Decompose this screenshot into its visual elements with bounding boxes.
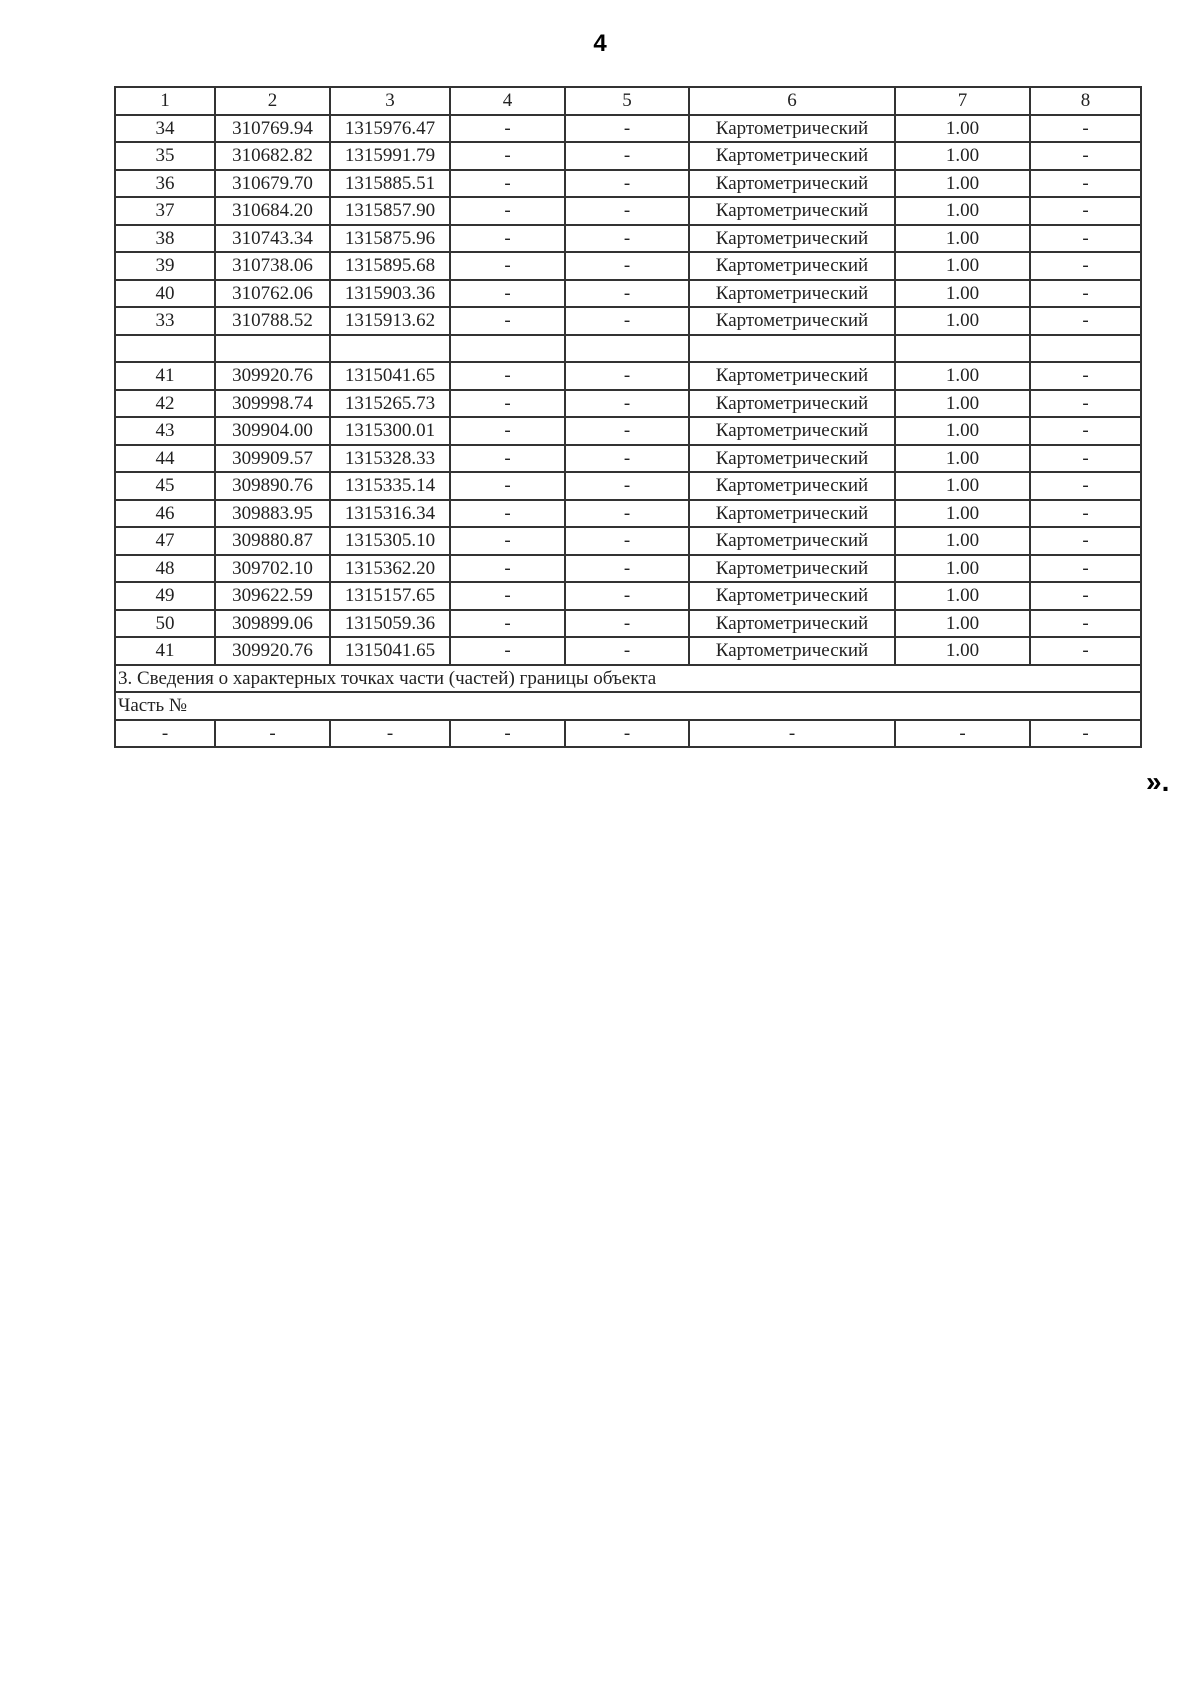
table-cell-col-5 — [565, 335, 689, 363]
table-cell-col-8: - — [1030, 307, 1141, 335]
table-cell-col-8: - — [1030, 472, 1141, 500]
table-cell-col-2: 309702.10 — [215, 555, 330, 583]
table-cell-col-2: 310769.94 — [215, 115, 330, 143]
table-cell-col-5: - — [565, 637, 689, 665]
table-cell-col-2: 309890.76 — [215, 472, 330, 500]
table-cell-col-2: 310738.06 — [215, 252, 330, 280]
table-cell-col-6: Картометрический — [689, 252, 895, 280]
table-cell-col-2: 310788.52 — [215, 307, 330, 335]
table-cell-col-1: 41 — [115, 362, 215, 390]
table-cell-col-3: 1315265.73 — [330, 390, 450, 418]
table-row — [115, 500, 1141, 528]
table-cell-col-1: 48 — [115, 555, 215, 583]
table-cell-col-1: 34 — [115, 115, 215, 143]
table-cell-col-4: - — [450, 142, 565, 170]
table-cell-col-4: - — [450, 527, 565, 555]
table-cell-col-4: - — [450, 307, 565, 335]
table-cell-col-7: 1.00 — [895, 445, 1030, 473]
table-cell-col-6: Картометрический — [689, 445, 895, 473]
table-cell-col-2: 310762.06 — [215, 280, 330, 308]
table-row — [115, 225, 1141, 253]
table-cell-col-8: - — [1030, 720, 1141, 748]
table-cell-col-7: 1.00 — [895, 307, 1030, 335]
table-cell-col-2: 310684.20 — [215, 197, 330, 225]
table-cell-col-4: - — [450, 445, 565, 473]
table-cell-col-3: 1315362.20 — [330, 555, 450, 583]
table-cell-col-1: 38 — [115, 225, 215, 253]
table-cell-col-4: - — [450, 390, 565, 418]
table-cell-col-3: 1315041.65 — [330, 362, 450, 390]
table-cell-col-1: 50 — [115, 610, 215, 638]
table-cell-col-6: Картометрический — [689, 500, 895, 528]
table-cell-col-8: - — [1030, 280, 1141, 308]
table-cell-col-7 — [895, 335, 1030, 363]
table-cell-col-4: - — [450, 225, 565, 253]
table-cell-col-2: 309880.87 — [215, 527, 330, 555]
table-cell-col-5: - — [565, 362, 689, 390]
table-cell-col-2: 309920.76 — [215, 362, 330, 390]
table-cell-col-3: 1315157.65 — [330, 582, 450, 610]
table-cell-col-8: - — [1030, 362, 1141, 390]
table-cell-col-3: 1315305.10 — [330, 527, 450, 555]
table-cell-col-4: - — [450, 555, 565, 583]
table-cell-col-4: - — [450, 280, 565, 308]
table-cell-col-5: - — [565, 417, 689, 445]
table-cell-col-7: 1.00 — [895, 417, 1030, 445]
table-cell-col-1: 41 — [115, 637, 215, 665]
table-cell-col-6: Картометрический — [689, 170, 895, 198]
section-title-row — [115, 665, 1141, 693]
table-row — [115, 307, 1141, 335]
table-cell-col-4: 4 — [450, 87, 565, 115]
table-cell-col-5: 5 — [565, 87, 689, 115]
table-cell-col-4: - — [450, 610, 565, 638]
table-row — [115, 390, 1141, 418]
table-cell-col-8: 8 — [1030, 87, 1141, 115]
table-cell-col-7: 1.00 — [895, 500, 1030, 528]
table-cell-col-7: 1.00 — [895, 252, 1030, 280]
table-cell-col-2: 2 — [215, 87, 330, 115]
table-cell-col-6: 6 — [689, 87, 895, 115]
table-cell-col-8: - — [1030, 417, 1141, 445]
table-cell-col-6: Картометрический — [689, 472, 895, 500]
table-cell-col-6: Картометрический — [689, 362, 895, 390]
part-label-row-cell: Часть № — [115, 692, 1141, 720]
table-cell-col-8: - — [1030, 445, 1141, 473]
table-cell-col-7: 1.00 — [895, 362, 1030, 390]
table-cell-col-1: 44 — [115, 445, 215, 473]
table-cell-col-4: - — [450, 582, 565, 610]
table-cell-col-4: - — [450, 720, 565, 748]
table-cell-col-6: Картометрический — [689, 115, 895, 143]
table-cell-col-4 — [450, 335, 565, 363]
table-body — [115, 87, 1141, 747]
table-cell-col-1: 1 — [115, 87, 215, 115]
table-cell-col-5: - — [565, 527, 689, 555]
part-label-row — [115, 692, 1141, 720]
table-cell-col-8: - — [1030, 115, 1141, 143]
table-cell-col-2: 310679.70 — [215, 170, 330, 198]
table-cell-col-2: 309883.95 — [215, 500, 330, 528]
table-row — [115, 637, 1141, 665]
table-cell-col-4: - — [450, 472, 565, 500]
table-cell-col-4: - — [450, 500, 565, 528]
table-cell-col-7: 1.00 — [895, 610, 1030, 638]
table-cell-col-4: - — [450, 115, 565, 143]
table-cell-col-6: Картометрический — [689, 417, 895, 445]
table-cell-col-8: - — [1030, 527, 1141, 555]
table-cell-col-5: - — [565, 555, 689, 583]
table-cell-col-7: - — [895, 720, 1030, 748]
table-cell-col-8: - — [1030, 252, 1141, 280]
table-cell-col-2: 309998.74 — [215, 390, 330, 418]
table-cell-col-6: Картометрический — [689, 225, 895, 253]
page-number: 4 — [593, 30, 607, 57]
table-cell-col-5: - — [565, 500, 689, 528]
table-cell-col-7: 1.00 — [895, 555, 1030, 583]
table-cell-col-5: - — [565, 720, 689, 748]
table-cell-col-3: - — [330, 720, 450, 748]
table-cell-col-3: 1315991.79 — [330, 142, 450, 170]
table-cell-col-8: - — [1030, 197, 1141, 225]
table-cell-col-8: - — [1030, 610, 1141, 638]
table-cell-col-7: 1.00 — [895, 280, 1030, 308]
table-row — [115, 445, 1141, 473]
table-cell-col-8: - — [1030, 390, 1141, 418]
table-cell-col-1: 39 — [115, 252, 215, 280]
table-row-empty-part — [115, 720, 1141, 748]
table-cell-col-7: 1.00 — [895, 472, 1030, 500]
table-cell-col-6: Картометрический — [689, 307, 895, 335]
table-cell-col-1: 36 — [115, 170, 215, 198]
table-cell-col-6: Картометрический — [689, 527, 895, 555]
table-row — [115, 335, 1141, 363]
table-cell-col-4: - — [450, 362, 565, 390]
table-cell-col-1: 47 — [115, 527, 215, 555]
table-cell-col-5: - — [565, 170, 689, 198]
table-cell-col-5: - — [565, 610, 689, 638]
table-cell-col-2: 309904.00 — [215, 417, 330, 445]
coordinates-table — [114, 86, 1142, 748]
table-cell-col-5: - — [565, 225, 689, 253]
table-cell-col-6: Картометрический — [689, 637, 895, 665]
table-cell-col-1: 33 — [115, 307, 215, 335]
table-cell-col-3: 1315300.01 — [330, 417, 450, 445]
table-cell-col-3: 1315976.47 — [330, 115, 450, 143]
table-row — [115, 555, 1141, 583]
table-cell-col-4: - — [450, 197, 565, 225]
table-row — [115, 527, 1141, 555]
table-cell-col-1: 35 — [115, 142, 215, 170]
table-cell-col-7: 1.00 — [895, 390, 1030, 418]
table-row — [115, 472, 1141, 500]
table-cell-col-6: Картометрический — [689, 197, 895, 225]
table-cell-col-5: - — [565, 307, 689, 335]
table-cell-col-7: 1.00 — [895, 637, 1030, 665]
table-cell-col-5: - — [565, 115, 689, 143]
table-cell-col-2: 310743.34 — [215, 225, 330, 253]
table-cell-col-3: 1315857.90 — [330, 197, 450, 225]
table-cell-col-2: 309909.57 — [215, 445, 330, 473]
table-cell-col-3: 1315895.68 — [330, 252, 450, 280]
table-cell-col-5: - — [565, 142, 689, 170]
table-cell-col-8: - — [1030, 142, 1141, 170]
table-cell-col-4: - — [450, 637, 565, 665]
table-cell-col-7: 1.00 — [895, 197, 1030, 225]
table-row — [115, 280, 1141, 308]
table-cell-col-5: - — [565, 390, 689, 418]
table-cell-col-7: 1.00 — [895, 225, 1030, 253]
table-cell-col-8: - — [1030, 170, 1141, 198]
table-cell-col-6: Картометрический — [689, 390, 895, 418]
table-row — [115, 197, 1141, 225]
table-cell-col-6: Картометрический — [689, 280, 895, 308]
table-cell-col-8: - — [1030, 637, 1141, 665]
table-cell-col-6: Картометрический — [689, 142, 895, 170]
table-cell-col-6: Картометрический — [689, 610, 895, 638]
table-cell-col-2 — [215, 335, 330, 363]
table-cell-col-3: 1315913.62 — [330, 307, 450, 335]
table-cell-col-1: 43 — [115, 417, 215, 445]
table-row — [115, 417, 1141, 445]
table-cell-col-7: 1.00 — [895, 170, 1030, 198]
table-cell-col-8: - — [1030, 500, 1141, 528]
table-cell-col-3: 1315316.34 — [330, 500, 450, 528]
section-title-row-cell: 3. Сведения о характерных точках части (частей) границы объекта — [115, 665, 1141, 693]
table-cell-col-6: - — [689, 720, 895, 748]
table-cell-col-1: 40 — [115, 280, 215, 308]
table-cell-col-1: 49 — [115, 582, 215, 610]
table-cell-col-3: 1315041.65 — [330, 637, 450, 665]
table-cell-col-1: 46 — [115, 500, 215, 528]
table-header-row — [115, 87, 1141, 115]
table-cell-col-2: 309920.76 — [215, 637, 330, 665]
table-cell-col-7: 1.00 — [895, 527, 1030, 555]
table-cell-col-1: - — [115, 720, 215, 748]
table-cell-col-5: - — [565, 445, 689, 473]
table-cell-col-3: 1315335.14 — [330, 472, 450, 500]
table-row — [115, 610, 1141, 638]
table-cell-col-1: 42 — [115, 390, 215, 418]
table-row — [115, 362, 1141, 390]
table-cell-col-6: Картометрический — [689, 582, 895, 610]
table-cell-col-8: - — [1030, 582, 1141, 610]
table-cell-col-5: - — [565, 472, 689, 500]
table-row — [115, 582, 1141, 610]
table-cell-col-2: 310682.82 — [215, 142, 330, 170]
closing-quote-mark: ». — [1146, 766, 1170, 797]
table-cell-col-8: - — [1030, 225, 1141, 253]
table-cell-col-6 — [689, 335, 895, 363]
table-cell-col-4: - — [450, 170, 565, 198]
table-cell-col-3: 1315328.33 — [330, 445, 450, 473]
table-cell-col-1: 37 — [115, 197, 215, 225]
table-cell-col-2: 309622.59 — [215, 582, 330, 610]
table-row — [115, 142, 1141, 170]
table-cell-col-3: 1315885.51 — [330, 170, 450, 198]
table-cell-col-4: - — [450, 252, 565, 280]
table-cell-col-3: 3 — [330, 87, 450, 115]
table-cell-col-8: - — [1030, 555, 1141, 583]
table-cell-col-7: 1.00 — [895, 142, 1030, 170]
table-cell-col-2: 309899.06 — [215, 610, 330, 638]
table-row — [115, 170, 1141, 198]
table-cell-col-3: 1315875.96 — [330, 225, 450, 253]
table-cell-col-2: - — [215, 720, 330, 748]
table-cell-col-7: 7 — [895, 87, 1030, 115]
table-cell-col-5: - — [565, 197, 689, 225]
table-cell-col-5: - — [565, 252, 689, 280]
table-row — [115, 115, 1141, 143]
table-cell-col-1: 45 — [115, 472, 215, 500]
table-cell-col-5: - — [565, 280, 689, 308]
table-cell-col-1 — [115, 335, 215, 363]
table-cell-col-8 — [1030, 335, 1141, 363]
table-cell-col-3: 1315059.36 — [330, 610, 450, 638]
table-cell-col-6: Картометрический — [689, 555, 895, 583]
table-cell-col-7: 1.00 — [895, 582, 1030, 610]
table-row — [115, 252, 1141, 280]
table-cell-col-4: - — [450, 417, 565, 445]
table-cell-col-3 — [330, 335, 450, 363]
table-cell-col-5: - — [565, 582, 689, 610]
table-cell-col-3: 1315903.36 — [330, 280, 450, 308]
table-cell-col-7: 1.00 — [895, 115, 1030, 143]
